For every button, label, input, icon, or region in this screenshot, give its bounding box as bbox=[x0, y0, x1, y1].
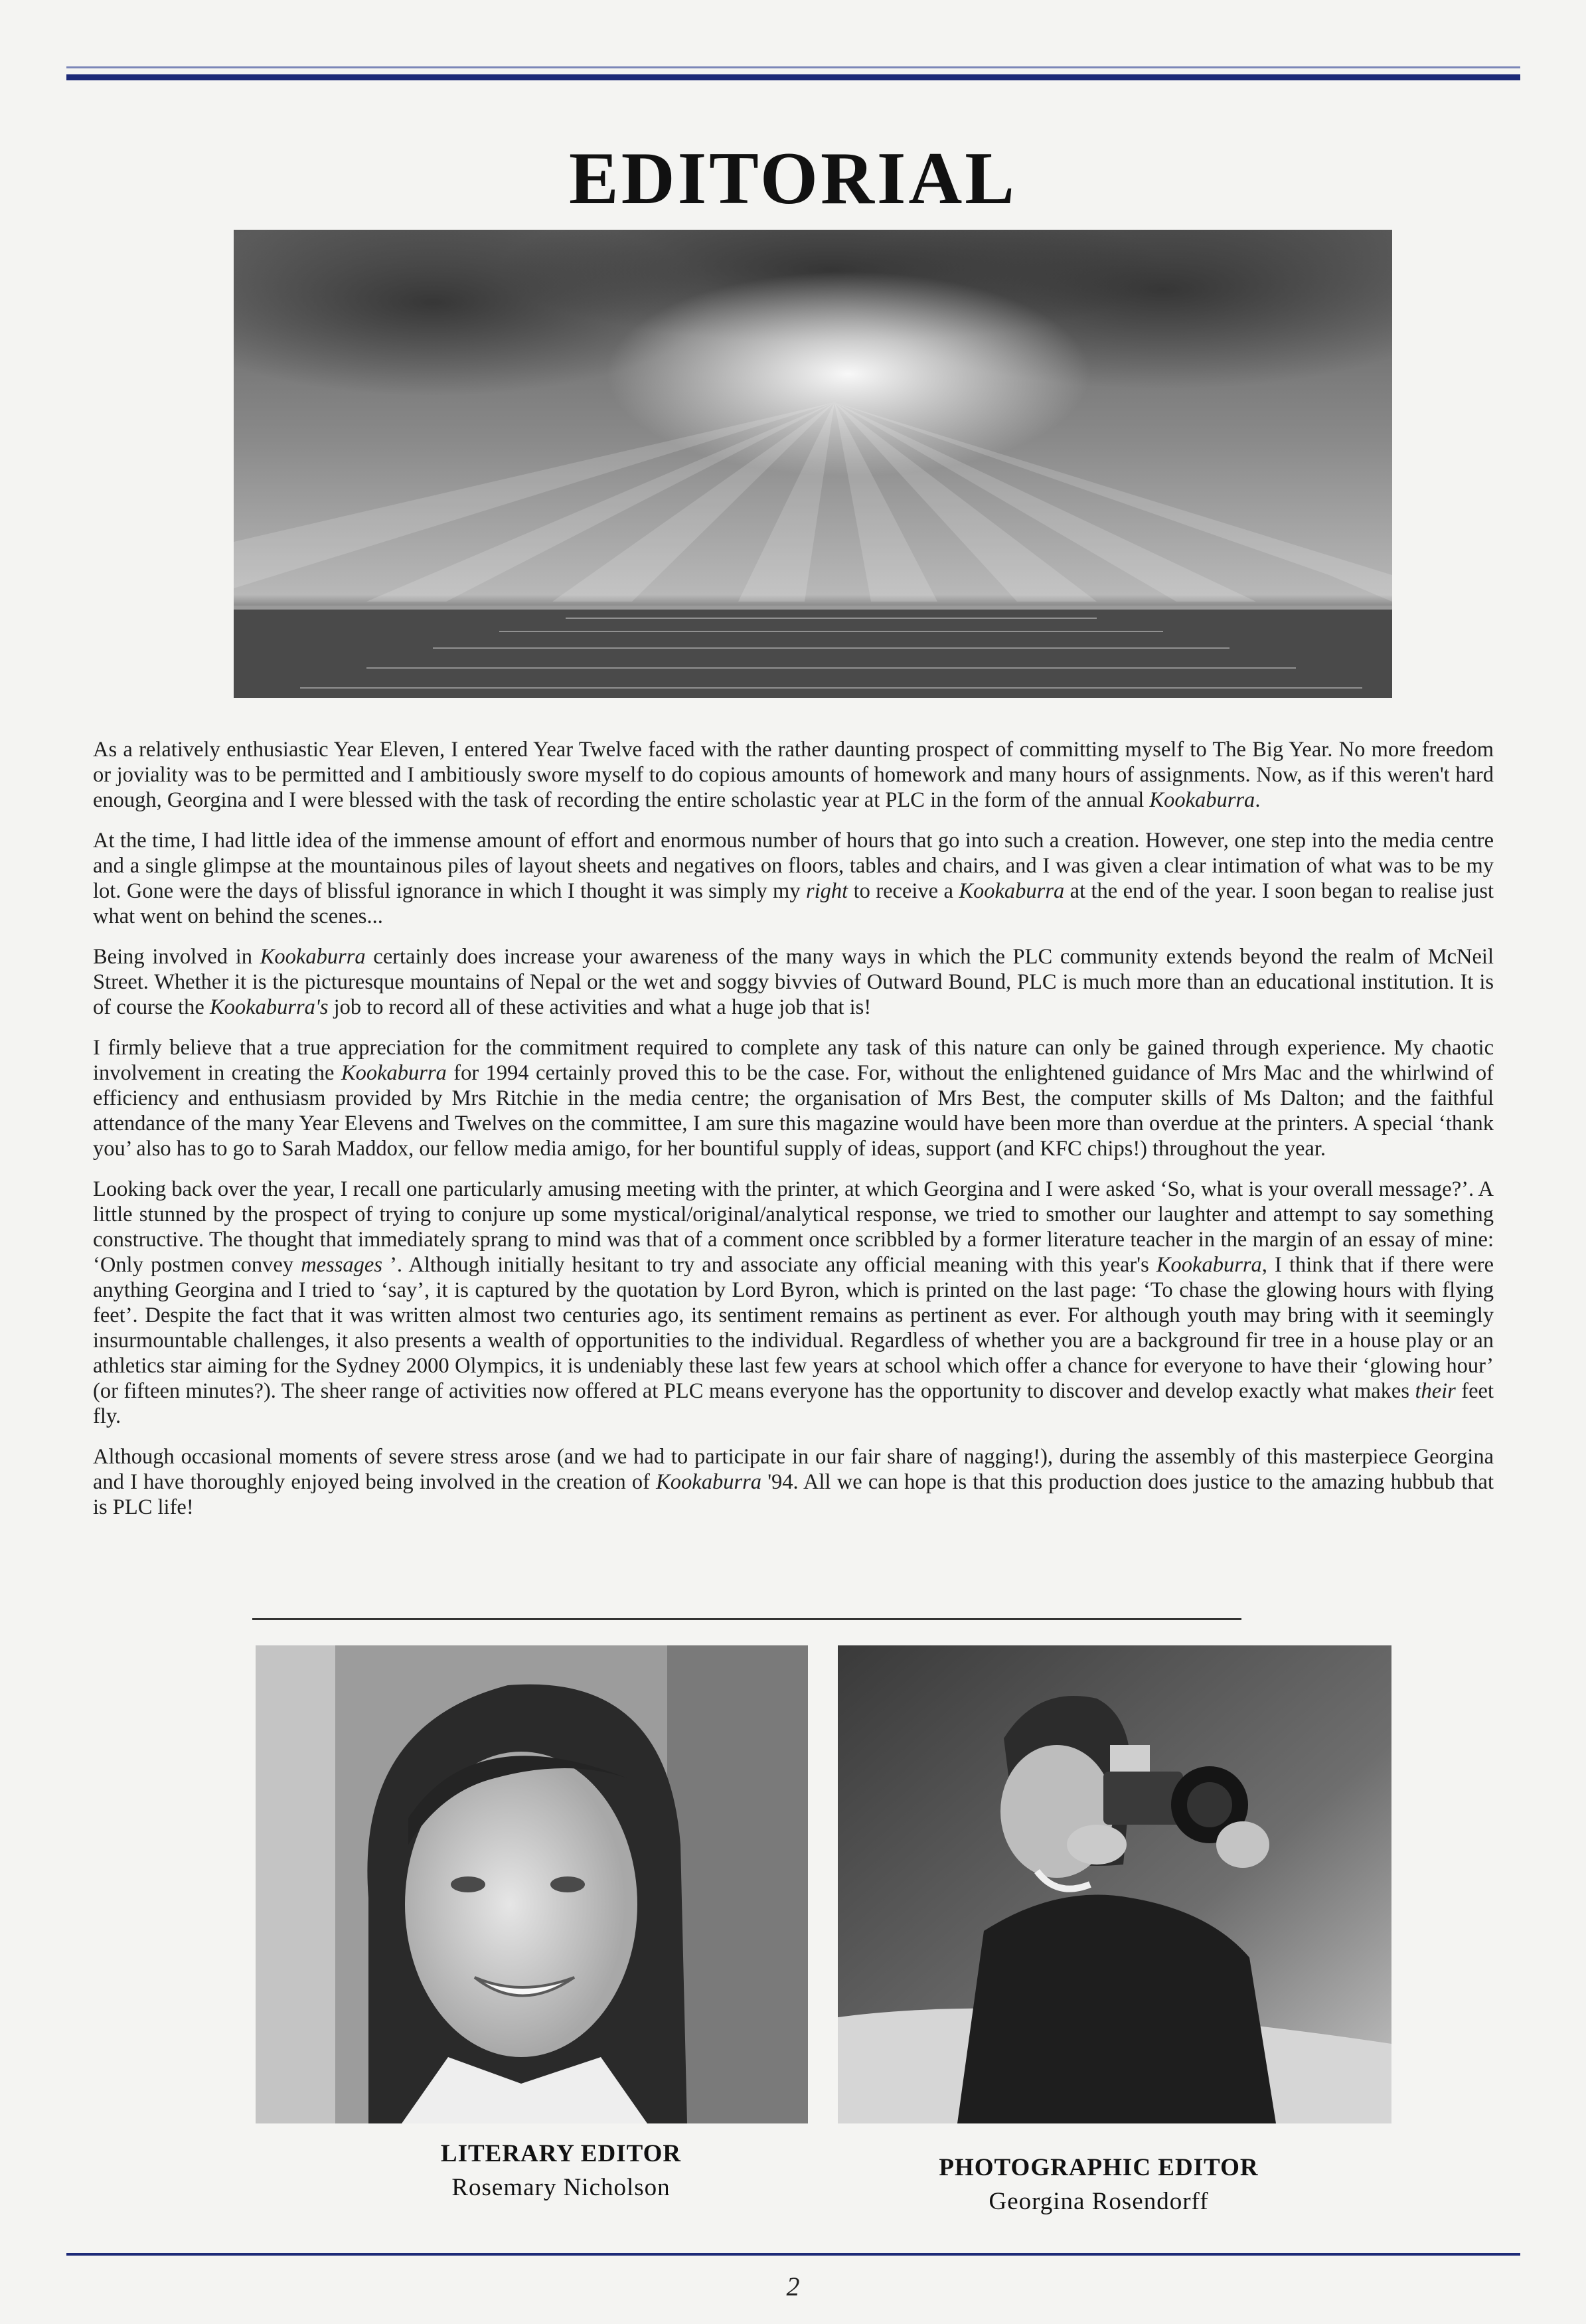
photographic-editor-caption bbox=[883, 2153, 1314, 2216]
page-number: 2 bbox=[786, 2272, 800, 2301]
page-title: EDITORIAL bbox=[568, 137, 1018, 220]
literary-editor-name: Rosemary Nicholson bbox=[451, 2174, 671, 2201]
paragraph-1: As a relatively enthusiastic Year Eleven, I entered Year Twelve faced with the rather daunting prospect of committing myself to The Big Year. No more freedom or joviality was to be permitted and I ambitiously swore myself to do copious amounts of homework and many hours of assignments. Now, as if this weren't hard enough, Georgina and I were blessed with the task of recording the entire scholastic year at PLC in the form of the annual Kookaburra. bbox=[93, 738, 1494, 812]
photographic-editor-photo bbox=[838, 1645, 1391, 2123]
photographer-with-camera-image bbox=[838, 1645, 1391, 2123]
literary-editor-caption bbox=[372, 2139, 750, 2202]
portrait-image bbox=[256, 1645, 808, 2123]
literary-editor-role: LITERARY EDITOR bbox=[440, 2140, 682, 2167]
paragraph-2: At the time, I had little idea of the immense amount of effort and enormous number of hours that go into such a creation. However, one step into the media centre and a single glimpse at the mountainous piles of layout sheets and negatives on floors, tables and chairs, and I was given a clear intimation of what was to be my lot. Gone were the days of blissful ignorance in which I thought it was simply my right to receive a Kookaburra at the end of the year. I soon began to realise just what went on behind the scenes... bbox=[93, 829, 1494, 928]
top-rule-thick bbox=[66, 74, 1520, 80]
photographic-editor-name: Georgina Rosendorff bbox=[989, 2188, 1209, 2215]
top-rule-thin bbox=[66, 66, 1520, 68]
sun-rays-over-sea-image bbox=[234, 230, 1392, 698]
literary-editor-photo bbox=[256, 1645, 808, 2123]
editorial-body bbox=[93, 737, 1494, 1535]
section-divider bbox=[252, 1618, 1241, 1620]
photographic-editor-role: PHOTOGRAPHIC EDITOR bbox=[939, 2154, 1259, 2181]
paragraph-6: Although occasional moments of severe stress arose (and we had to participate in our fair share of nagging!), during the assembly of this masterpiece Georgina and I have thoroughly enjoyed being involved in the creation of Kookaburra '94. All we can hope is that this production does justice to the amazing hubbub that is PLC life! bbox=[93, 1445, 1494, 1519]
paragraph-5: Looking back over the year, I recall one particularly amusing meeting with the printer, at which Georgina and I were asked ‘So, what is your overall message?’. A little stunned by the prospect of trying to conjure up some mystical/original/analytical response, we tried to smother our laughter and attempt to say something constructive. The thought that immediately sprang to mind was that of a comment once scribbled by a former literature teacher in the margin of an essay of mine: ‘Only postmen convey messages ’. Although initially hesitant to try and associate any official meaning with this year's Kookaburra, I think that if there were anything Georgina and I tried to ‘say’, it is captured by the quotation by Lord Byron, which is printed on the last page: ‘To chase the glowing hours with flying feet’. Despite the fact that it was written almost two centuries ago, its sentiment remains as pertinent as ever. For although youth may bring with it seemingly insurmountable challenges, it also presents a wealth of opportunities to the individual. Regardless of whether you are a background fir tree in a house play or an athletics star aiming for the Sydney 2000 Olympics, it is undeniably these last few years at school which offer a chance for everyone to have their ‘glowing hour’ (or fifteen minutes?). The sheer range of activities now offered at PLC means everyone has the opportunity to discover and develop exactly what makes their feet fly. bbox=[93, 1177, 1494, 1428]
bottom-rule bbox=[66, 2253, 1520, 2256]
paragraph-3: Being involved in Kookaburra certainly does increase your awareness of the many ways in which the PLC community extends beyond the realm of McNeil Street. Whether it is the picturesque mountains of Nepal or the wet and soggy bivvies of Outward Bound, PLC is much more than an educational institution. It is of course the Kookaburra's job to record all of these activities and what a huge job that is! bbox=[93, 945, 1494, 1019]
hero-photo bbox=[234, 230, 1392, 698]
paragraph-4: I firmly believe that a true appreciation for the commitment required to complete any task of this nature can only be gained through experience. My chaotic involvement in creating the Kookaburra for 1994 certainly proved this to be the case. For, without the enlightened guidance of Mrs Mac and the whirlwind of efficiency and enthusiasm provided by Mrs Ritchie in the media centre; the organisation of Mrs Best, the computer skills of Ms Dalton; and the faithful attendance of the many Year Elevens and Twelves on the committee, I am sure this magazine would have been more than overdue at the printers. A special ‘thank you’ also has to go to Sarah Maddox, our fellow media amigo, for her bountiful supply of ideas, support (and KFC chips!) throughout the year. bbox=[93, 1036, 1494, 1161]
